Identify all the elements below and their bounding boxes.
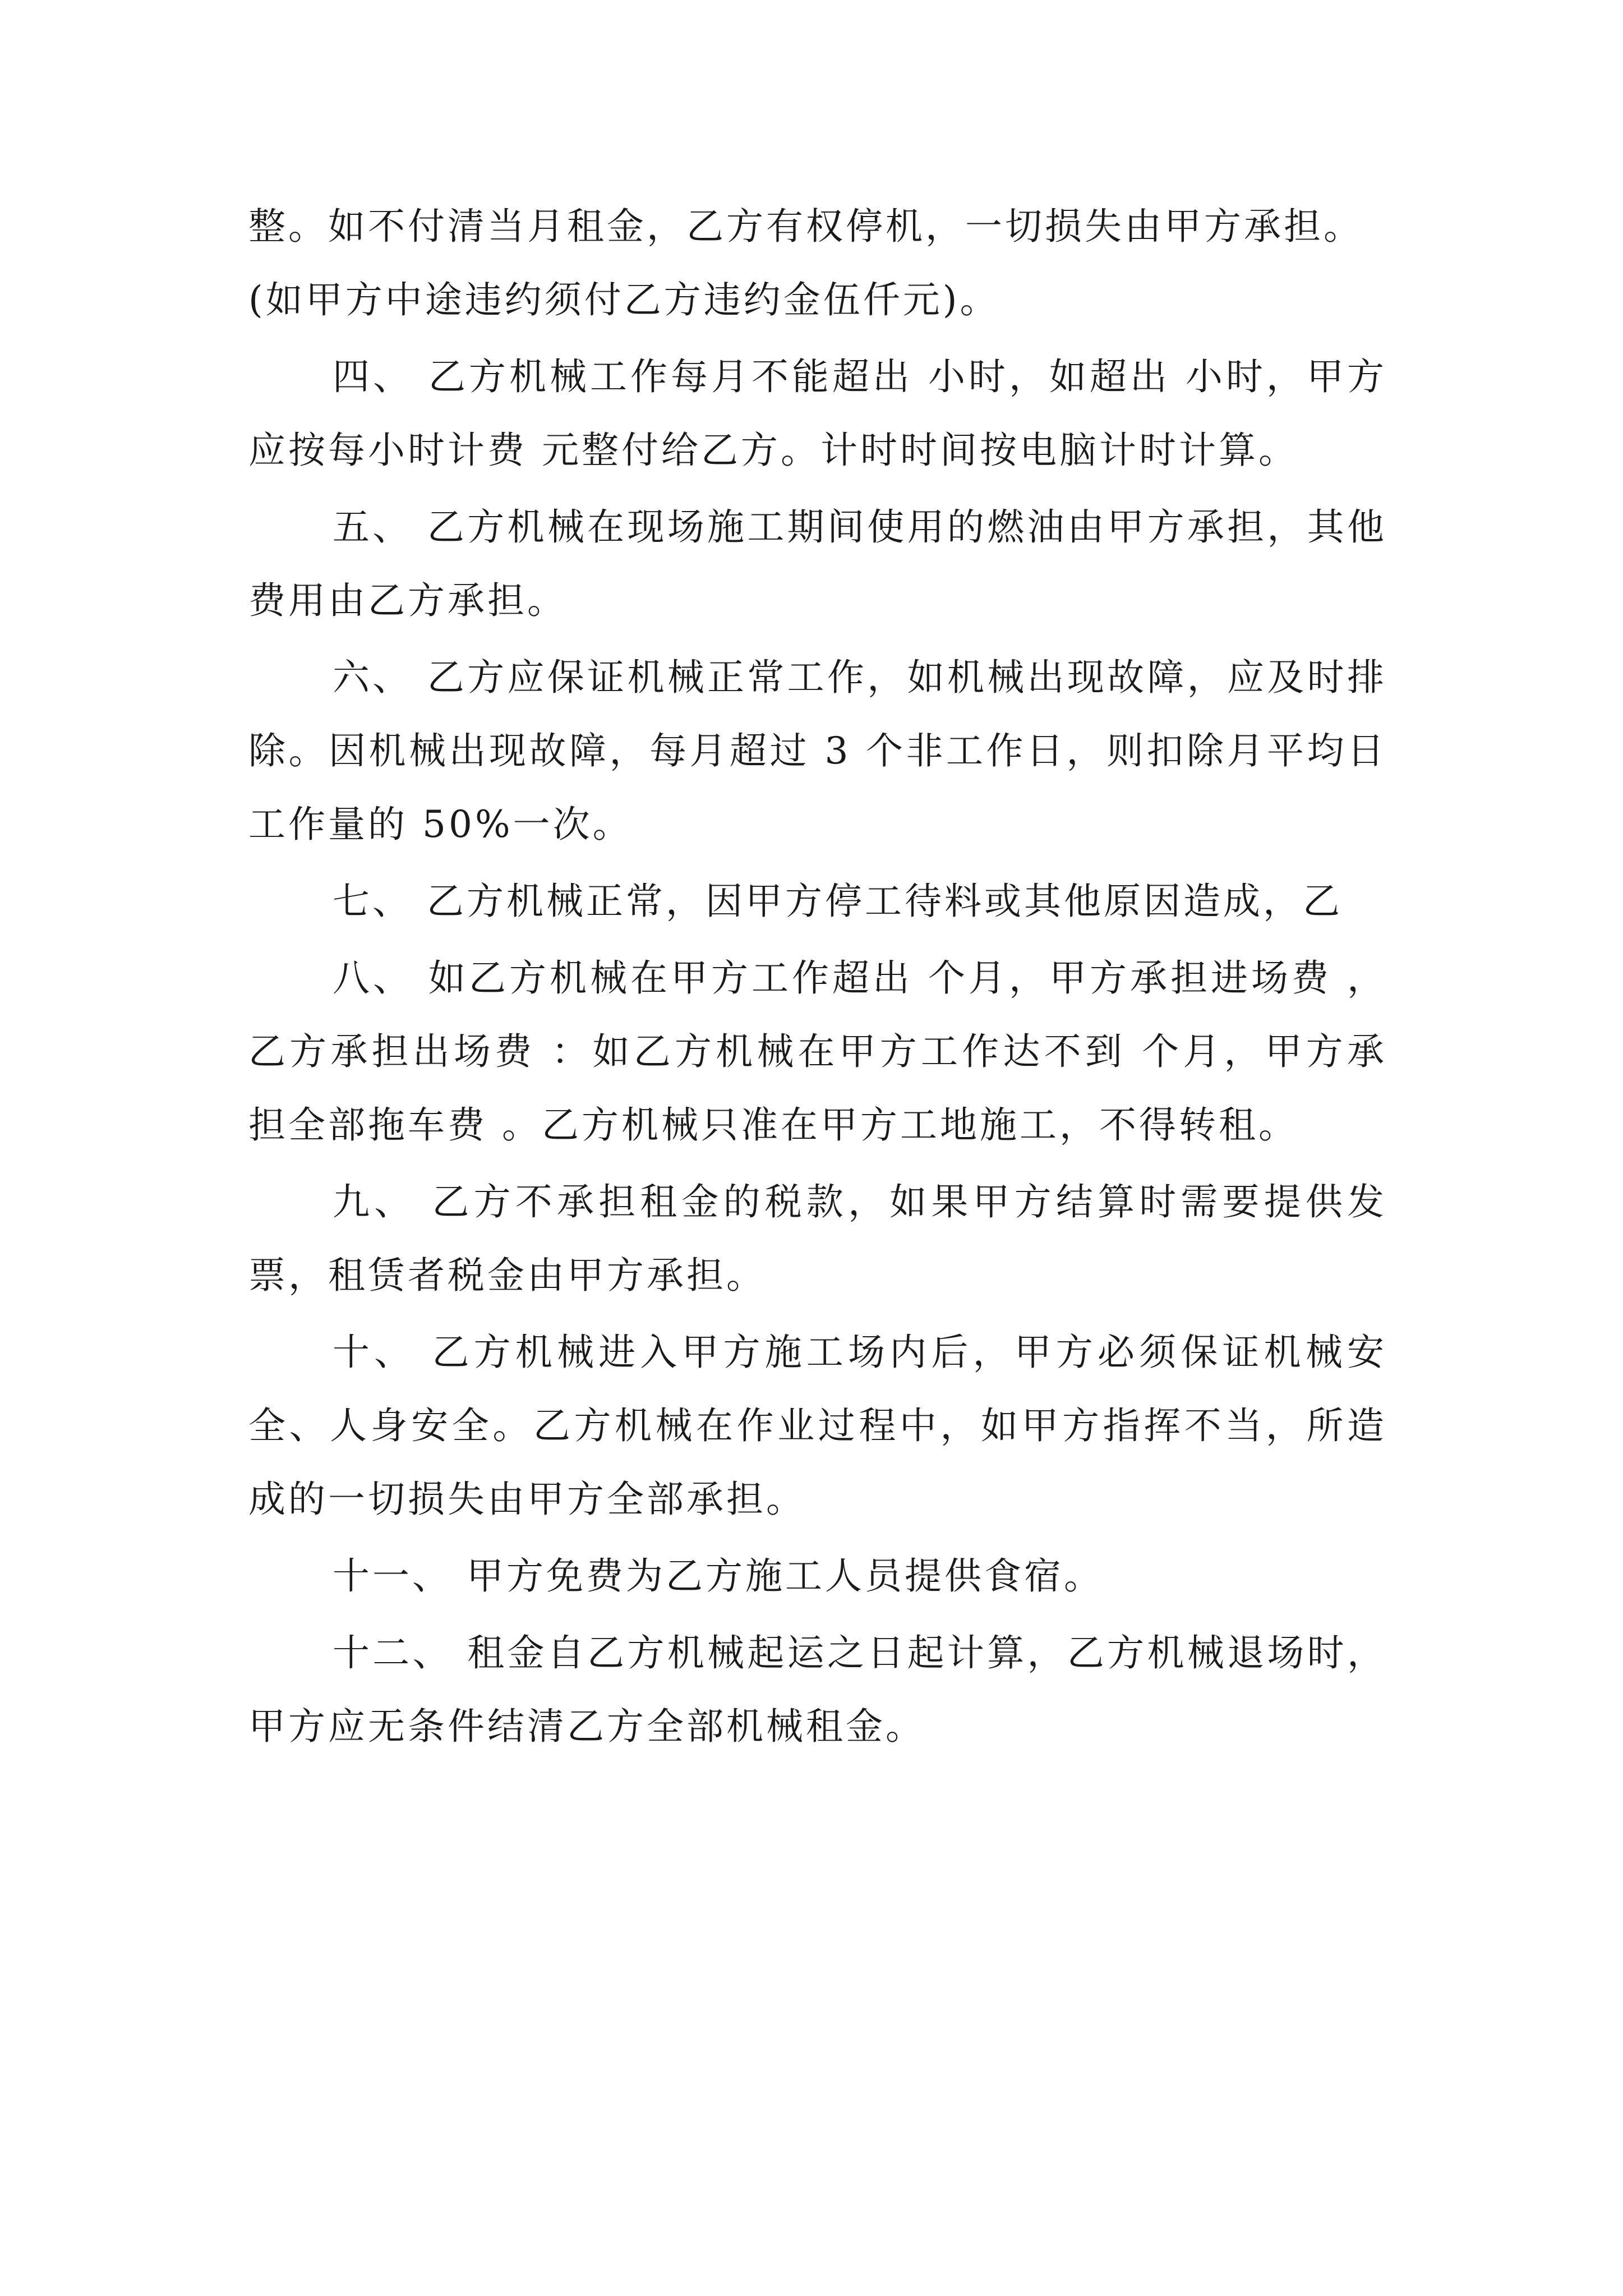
clause-3-continuation: 整。如不付清当月租金，乙方有权停机，一切损失由甲方承担。(如甲方中途违约须付乙方违约金伍仟元)。 — [248, 205, 1363, 321]
clause-5: 五、 乙方机械在现场施工期间使用的燃油由甲方承担，其他费用由乙方承担。 — [248, 505, 1387, 622]
clause-10: 十、 乙方机械进入甲方施工场内后，甲方必须保证机械安全、人身安全。乙方机械在作业过程中，如甲方指挥不当，所造成的一切损失由甲方全部承担。 — [248, 1331, 1387, 1521]
contract-text — [248, 190, 1387, 1766]
clause-11: 十一、 甲方免费为乙方施工人员提供食宿。 — [333, 1554, 1104, 1598]
clause-12: 十二、 租金自乙方机械起运之日起计算，乙方机械退场时，甲方应无条件结清乙方全部机械租金。 — [248, 1631, 1387, 1748]
clause-7: 七、 乙方机械正常，因甲方停工待料或其他原因造成，乙 — [333, 880, 1343, 923]
clause-8: 八、 如乙方机械在甲方工作超出 个月，甲方承担进场费 ，乙方承担出场费 ：如乙方机械在甲方工作达不到 个月，甲方承担全部拖车费 。乙方机械只准在甲方工地施工，不得转租。 — [248, 956, 1387, 1147]
clause-9: 九、 乙方不承担租金的税款，如果甲方结算时需要提供发票，租赁者税金由甲方承担。 — [248, 1180, 1387, 1297]
clause-4: 四、 乙方机械工作每月不能超出 小时，如超出 小时，甲方应按每小时计费 元整付给乙方。计时时间按电脑计时计算。 — [248, 355, 1387, 472]
clause-6: 六、 乙方应保证机械正常工作，如机械出现故障，应及时排除。因机械出现故障，每月超过 3 个非工作日，则扣除月平均日工作量的 50%一次。 — [248, 656, 1387, 846]
